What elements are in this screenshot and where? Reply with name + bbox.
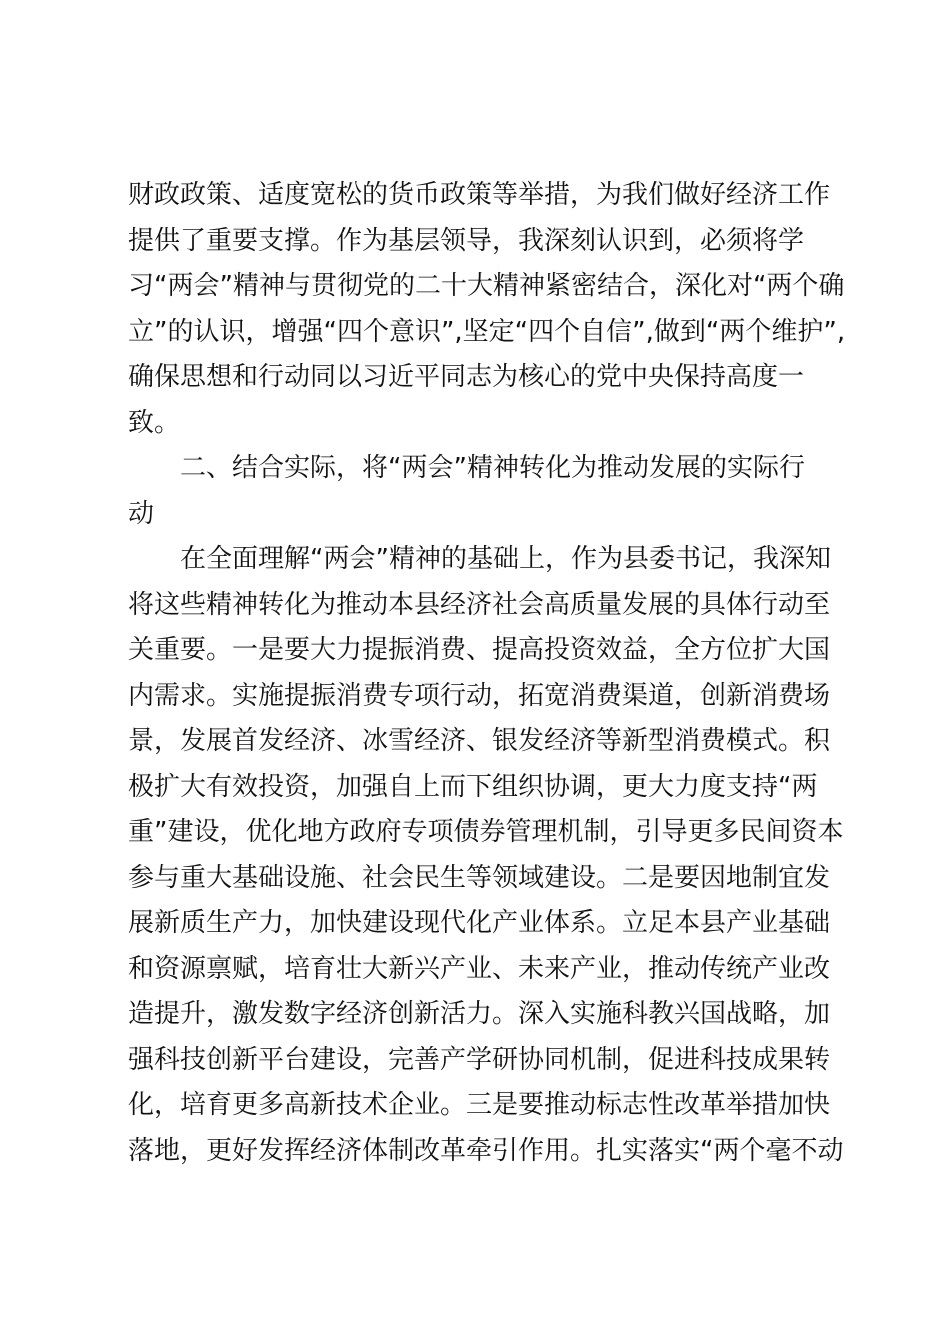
body-text-line: 展新质生产力，加快建设现代化产业体系。立足本县产业基础 — [128, 908, 831, 938]
body-text-line: 落地，更好发挥经济体制改革牵引作用。扎实落实“两个毫不动 — [128, 1136, 844, 1166]
body-text-line: 财政政策、适度宽松的货币政策等举措，为我们做好经济工作 — [128, 180, 831, 210]
body-text-line: 立”的认识，增强“四个意识”,坚定“四个自信”,做到“两个维护”, — [128, 317, 846, 347]
body-text-line: 强科技创新平台建设，完善产学研协同机制，促进科技成果转 — [128, 1045, 831, 1075]
body-text-line: 关重要。一是要大力提振消费、提高投资效益，全方位扩大国 — [128, 635, 831, 665]
body-text-line: 习“两会”精神与贯彻党的二十大精神紧密结合，深化对“两个确 — [128, 271, 845, 301]
body-text-line: 提供了重要支撑。作为基层领导，我深刻认识到，必须将学 — [128, 226, 805, 256]
body-text-line: 在全面理解“两会”精神的基础上，作为县委书记，我深知 — [180, 544, 831, 574]
body-text-line: 参与重大基础设施、社会民生等领域建设。二是要因地制宜发 — [128, 863, 831, 893]
body-text-line: 造提升，激发数字经济创新活力。深入实施科教兴国战略，加 — [128, 999, 831, 1029]
body-text-line: 内需求。实施提振消费专项行动，拓宽消费渠道，创新消费场 — [128, 681, 831, 711]
section-heading-continuation: 动 — [128, 499, 155, 529]
body-text-line: 将这些精神转化为推动本县经济社会高质量发展的具体行动至 — [128, 590, 831, 620]
body-text-line: 和资源禀赋，培育壮大新兴产业、未来产业，推动传统产业改 — [128, 954, 831, 984]
body-text-line: 极扩大有效投资，加强自上而下组织协调，更大力度支持“两 — [128, 772, 818, 802]
body-text-line: 化，培育更多高新技术企业。三是要推动标志性改革举措加快 — [128, 1090, 831, 1120]
body-text-line: 致。 — [128, 408, 181, 438]
body-text-line: 景，发展首发经济、冰雪经济、银发经济等新型消费模式。积 — [128, 726, 831, 756]
section-heading: 二、结合实际，将“两会”精神转化为推动发展的实际行 — [180, 453, 805, 483]
body-text-line: 确保思想和行动同以习近平同志为核心的党中央保持高度一 — [128, 362, 805, 392]
body-text-line: 重”建设，优化地方政府专项债券管理机制，引导更多民间资本 — [128, 817, 844, 847]
